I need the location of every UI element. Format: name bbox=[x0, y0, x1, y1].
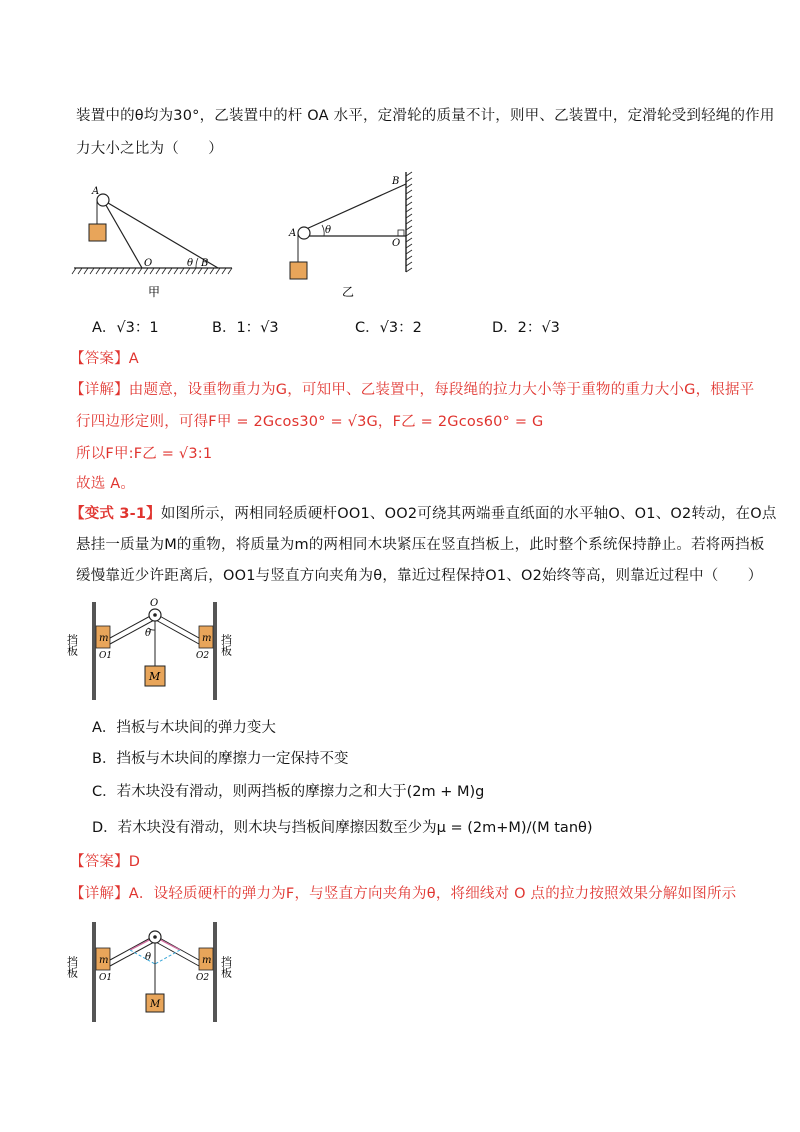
label-A: A bbox=[92, 186, 100, 197]
v31-line-1: 【变式 3-1】如图所示，两相同轻质硬杆OO1、OO2可绕其两端垂直纸面的水平轴O、O1、O2转动，在O点 bbox=[70, 506, 777, 522]
label-m-left: m bbox=[99, 955, 109, 966]
label-theta: θ bbox=[145, 952, 152, 963]
label-O: O bbox=[144, 258, 153, 269]
v31-tag: 【变式 3-1】 bbox=[70, 506, 161, 522]
q3-option-c[interactable]: C．√3：2 bbox=[355, 320, 422, 336]
figure-jia bbox=[70, 178, 240, 303]
label-A: A bbox=[289, 228, 297, 239]
caption-jia: 甲 bbox=[148, 285, 161, 299]
q3-option-b[interactable]: B．1：√3 bbox=[212, 320, 279, 336]
q3-detail-2: 行四边形定则，可得F甲 = 2Gcos30° = √3G，F乙 = 2Gcos60° = G bbox=[76, 414, 544, 430]
caption-yi: 乙 bbox=[342, 285, 355, 299]
v31-option-b[interactable]: B．挡板与木块间的摩擦力一定保持不变 bbox=[92, 751, 349, 767]
figure-v31 bbox=[65, 598, 250, 702]
label-M: M bbox=[150, 999, 161, 1010]
label-B: B bbox=[392, 176, 400, 187]
board-left-label: 挡板 bbox=[65, 956, 79, 978]
q3-line-2: 力大小之比为（ ） bbox=[76, 141, 223, 157]
board-right-label: 挡板 bbox=[219, 634, 233, 656]
label-O: O bbox=[150, 598, 159, 609]
label-B: B bbox=[201, 258, 209, 269]
v31-answer: 【答案】D bbox=[70, 854, 141, 870]
figure-yi bbox=[284, 170, 424, 310]
q3-detail-3: 所以F甲:F乙 = √3:1 bbox=[76, 446, 213, 462]
q3-detail-1: 【详解】由题意，设重物重力为G，可知甲、乙装置中，每段绳的拉力大小等于重物的重力大小G，根据平 bbox=[70, 382, 755, 398]
label-O2: O2 bbox=[196, 651, 210, 661]
v31-detail-1: 【详解】A．设轻质硬杆的弹力为F，与竖直方向夹角为θ，将细线对 O 点的拉力按照效果分解如图所示 bbox=[70, 886, 737, 902]
label-theta: θ bbox=[325, 225, 332, 236]
label-m-right: m bbox=[202, 633, 212, 644]
figure-v31-decomposition bbox=[65, 918, 250, 1028]
label-m-left: m bbox=[99, 633, 109, 644]
label-O1: O1 bbox=[99, 651, 113, 661]
q3-detail-4: 故选 A。 bbox=[76, 476, 136, 492]
v31-line-2: 悬挂一质量为M的重物，将质量为m的两相同木块紧压在竖直挡板上，此时整个系统保持静止。若将两挡板 bbox=[76, 537, 765, 553]
v31-option-c[interactable]: C．若木块没有滑动，则两挡板的摩擦力之和大于(2m + M)g bbox=[92, 784, 485, 800]
label-theta: θ bbox=[187, 258, 194, 269]
board-right-label: 挡板 bbox=[219, 956, 233, 978]
board-left-label: 挡板 bbox=[65, 634, 79, 656]
q3-option-a[interactable]: A．√3：1 bbox=[92, 320, 159, 336]
q3-answer: 【答案】A bbox=[70, 351, 139, 367]
label-M: M bbox=[149, 670, 161, 683]
v31-option-a[interactable]: A．挡板与木块间的弹力变大 bbox=[92, 720, 276, 736]
label-m-right: m bbox=[202, 955, 212, 966]
label-O1: O1 bbox=[99, 973, 113, 983]
label-O2: O2 bbox=[196, 973, 210, 983]
label-O: O bbox=[392, 238, 401, 249]
q3-line-1: 装置中的θ均为30°，乙装置中的杆 OA 水平，定滑轮的质量不计，则甲、乙装置中，定滑轮受到轻绳的作用 bbox=[76, 108, 775, 124]
v31-option-d[interactable]: D．若木块没有滑动，则木块与挡板间摩擦因数至少为μ = (2m+M)/(M tanθ) bbox=[92, 820, 593, 836]
v31-line-3: 缓慢靠近少许距离后，OO1与竖直方向夹角为θ，靠近过程保持O1、O2始终等高，则靠近过程中（ ） bbox=[76, 568, 763, 584]
q3-option-d[interactable]: D．2：√3 bbox=[492, 320, 560, 336]
label-theta: θ bbox=[145, 628, 152, 639]
